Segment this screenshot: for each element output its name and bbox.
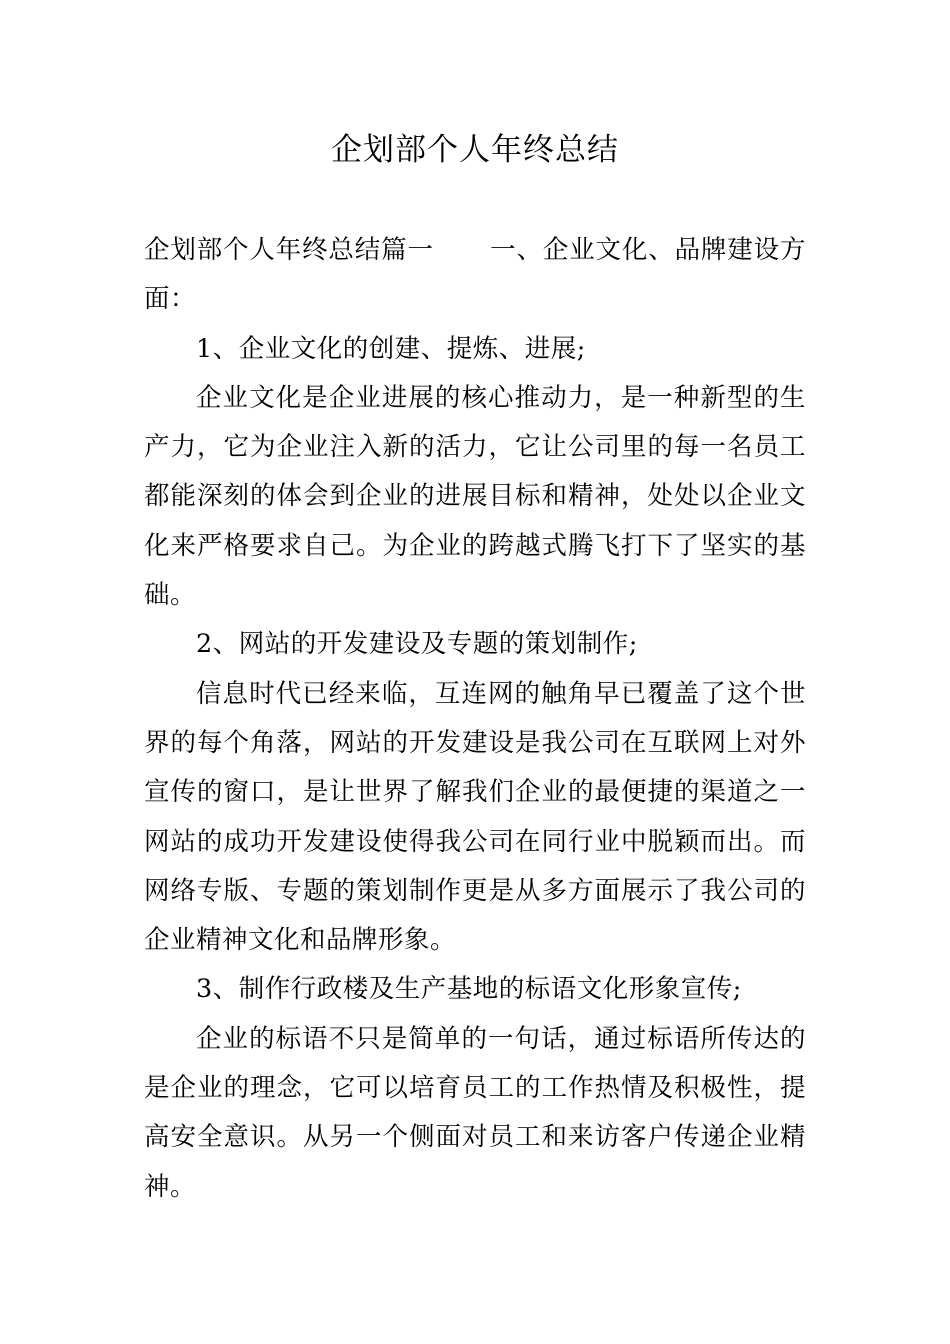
- item-heading-3: 3、制作行政楼及生产基地的标语文化形象宣传;: [196, 974, 742, 1005]
- body-paragraph-3: 企业的标语不只是简单的一句话，通过标语所传达的是企业的理念，它可以培育员工的工作热情及积极性，提高安全意识。从另一个侧面对员工和来访客户传递企业精神。: [144, 1023, 806, 1202]
- body-paragraph-1: 企业文化是企业进展的核心推动力，是一种新型的生产力，它为企业注入新的活力，它让公司里的每一名员工都能深刻的体会到企业的进展目标和精神，处处以企业文化来严格要求自己。为企业的跨越式腾飞打下了坚实的基础。: [144, 382, 806, 611]
- document-title: 企划部个人年终总结: [331, 132, 619, 168]
- body-paragraph-2: 信息时代已经来临，互连网的触角早已覆盖了这个世界的每个角落，网站的开发建设是我公司在互联网上对外宣传的窗口，是让世界了解我们企业的最便捷的渠道之一网站的成功开发建设使得我公司在同行业中脱颖而出。而网络专版、专题的策划制作更是从多方面展示了我公司的企业精神文化和品牌形象。: [144, 678, 806, 956]
- item-heading-2: 2、网站的开发建设及专题的策划制作;: [196, 629, 638, 660]
- intro-label: 企划部个人年终总结篇一: [144, 235, 434, 265]
- intro-paragraph: [144, 226, 806, 325]
- item-heading-1: 1、企业文化的创建、提炼、进展;: [196, 333, 586, 364]
- document-body: [144, 226, 806, 1212]
- intro-heading: 一、企业文化、品牌建设方面：: [144, 235, 806, 315]
